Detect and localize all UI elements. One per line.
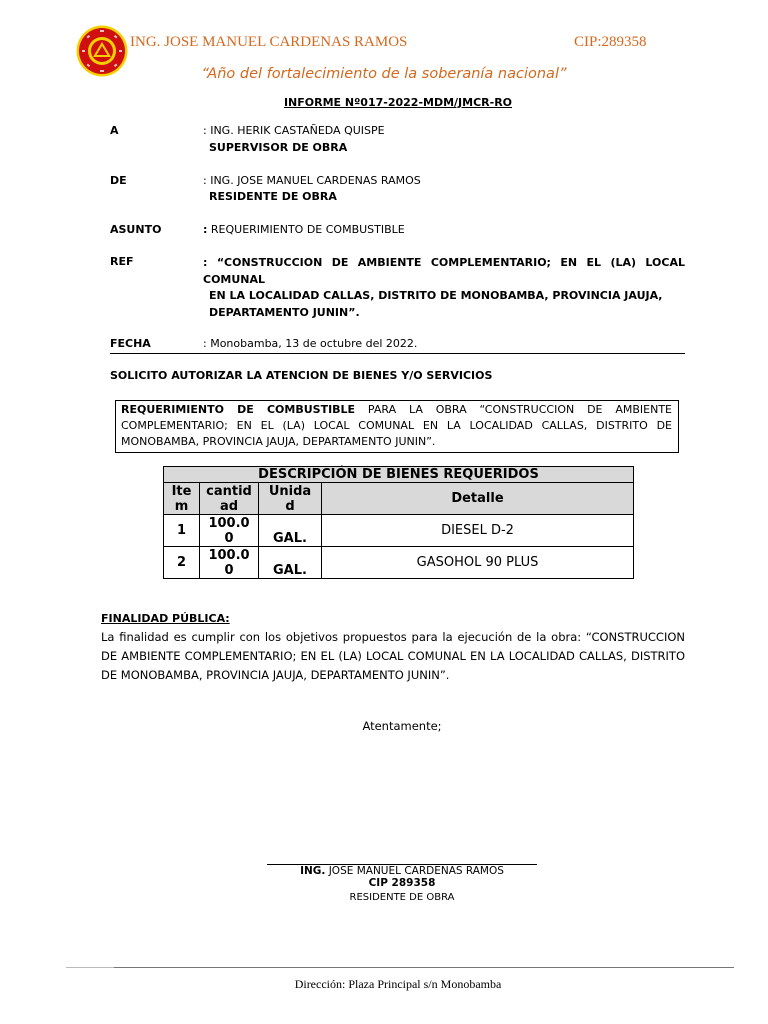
request-heading: SOLICITO AUTORIZAR LA ATENCION DE BIENES Y/O SERVICIOS [110, 369, 493, 382]
closing: Atentamente; [362, 719, 442, 733]
ref-label: REF [110, 255, 134, 268]
footer-divider-accent [66, 967, 114, 968]
from-name: : ING. JOSE MANUEL CARDENAS RAMOS [203, 174, 421, 187]
year-motto: “Año del fortalecimiento de la soberanía nacional” [201, 66, 567, 82]
subject-colon: : [203, 223, 208, 236]
report-title: INFORME Nº017-2022-MDM/JMCR-RO [283, 96, 513, 109]
subject-text: REQUERIMIENTO DE COMBUSTIBLE [207, 223, 405, 236]
footer-divider [66, 967, 734, 968]
header-detail: Detalle [322, 483, 634, 515]
goods-table-caption: DESCRIPCIÓN DE BIENES REQUERIDOS [164, 467, 634, 483]
signature-fullname: JOSE MANUEL CARDENAS RAMOS [325, 865, 504, 877]
signature-name [0, 865, 768, 877]
row-detail: DIESEL D-2 [322, 515, 634, 547]
header-unit: Unida d [259, 483, 322, 515]
table-row [164, 547, 634, 579]
subject-value [203, 223, 405, 236]
request-box-title: REQUERIMIENTO DE COMBUSTIBLE [121, 403, 356, 416]
row-item: 2 [164, 547, 200, 579]
row-quantity: 100.0 0 [200, 547, 259, 579]
footer-address: Dirección: Plaza Principal s/n Monobamba [294, 977, 502, 991]
signature-title: ING. [300, 865, 326, 877]
to-label: A [110, 124, 119, 137]
from-label: DE [110, 174, 127, 187]
header-cip: CIP:289358 [574, 34, 647, 50]
signature-role: RESIDENTE DE OBRA [349, 892, 455, 903]
request-box-text: PARA LA OBRA “CONSTRUCCION DE AMBIENTE COMPLEMENTARIO; EN EL (LA) LOCAL COMUNAL EN LA LOCALIDAD CALLAS, DISTRITO DE MONOBAMBA, PROVINCIA JAUJA, DEPARTAMENTO JUNIN”. [121, 403, 672, 448]
header-engineer-name: ING. JOSE MANUEL CARDENAS RAMOS [130, 34, 408, 50]
table-row [164, 515, 634, 547]
header-item: Ite m [164, 483, 200, 515]
date-value: : Monobamba, 13 de octubre del 2022. [203, 337, 418, 350]
row-unit: GAL. [259, 547, 322, 579]
row-unit: GAL. [259, 515, 322, 547]
to-name: : ING. HERIK CASTAÑEDA QUISPE [203, 124, 385, 137]
row-quantity: 100.0 0 [200, 515, 259, 547]
ref-value [203, 255, 685, 321]
header-quantity: cantid ad [200, 483, 259, 515]
signature-cip: CIP 289358 [368, 877, 436, 889]
row-item: 1 [164, 515, 200, 547]
goods-table [163, 466, 634, 579]
request-box [115, 400, 679, 453]
purpose-text: La finalidad es cumplir con los objetivos propuestos para la ejecución de la obra: “CONSTRUCCION DE AMBIENTE COMPLEMENTARIO; EN EL (LA) LOCAL COMUNAL EN LA LOCALIDAD CALLAS, DISTRITO DE MONOBAMBA, PROVINCIA JAUJA, DEPARTAMENTO JUNIN”. [101, 630, 685, 682]
row-detail: GASOHOL 90 PLUS [322, 547, 634, 579]
from-role: RESIDENTE DE OBRA [209, 190, 337, 203]
ref-line-2: EN LA LOCALIDAD CALLAS, DISTRITO DE MONOBAMBA, PROVINCIA JAUJA, [209, 289, 663, 302]
to-role: SUPERVISOR DE OBRA [209, 141, 348, 154]
goods-table-header [164, 483, 634, 515]
date-label: FECHA [110, 337, 151, 350]
purpose-title: FINALIDAD PÚBLICA: [101, 612, 230, 625]
memo-divider [110, 353, 685, 354]
subject-label: ASUNTO [110, 223, 162, 236]
ref-line-1: : “CONSTRUCCION DE AMBIENTE COMPLEMENTARIO; EN EL (LA) LOCAL COMUNAL [203, 256, 685, 286]
ref-line-3: DEPARTAMENTO JUNIN”. [209, 305, 360, 319]
